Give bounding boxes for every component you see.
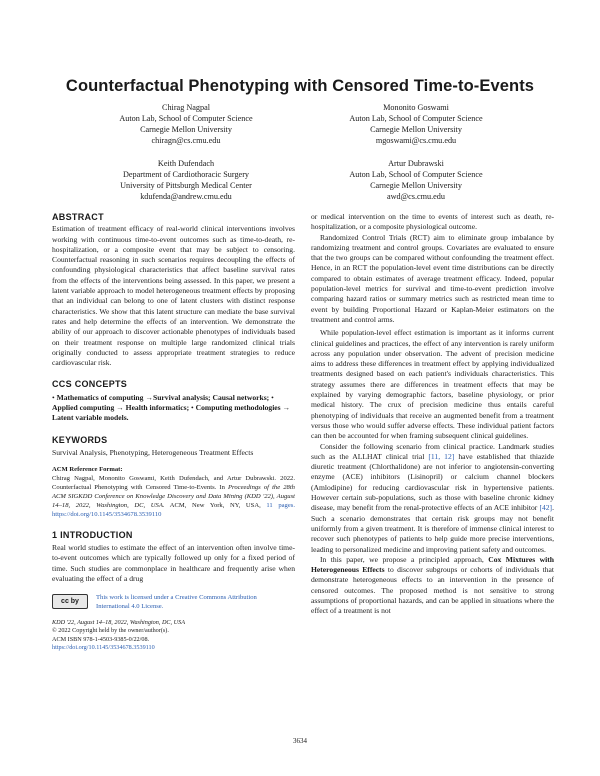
paragraph-text: to discover subgroups or cohorts of individuals that demonstrate heterogeneous effects to an intervention in the presence of censored outcomes. The proposed method is not sensitive to strong assumptions of proportional hazards, and can be applied in situations where the effect of a treatment is not	[311, 565, 554, 616]
author-affiliation: Carnegie Mellon University	[370, 181, 462, 190]
author-email: awd@cs.cmu.edu	[386, 192, 445, 201]
abstract-heading: ABSTRACT	[52, 212, 104, 222]
author-affiliation: Auton Lab, School of Computer Science	[349, 170, 483, 179]
reference-pages-link[interactable]: 11 pages.	[266, 501, 295, 509]
license-text[interactable]	[96, 594, 257, 611]
footer-isbn: ACM ISBN 978-1-4503-9385-0/22/08.	[52, 635, 150, 643]
footer-conference: KDD '22, August 14–18, 2022, Washington, DC, USA	[52, 619, 185, 627]
right-column	[311, 212, 554, 617]
author-affiliation: Auton Lab, School of Computer Science	[349, 114, 483, 123]
author-email: kdufenda@andrew.cmu.edu	[140, 192, 232, 201]
ccs-arrow: →	[145, 392, 153, 402]
keywords-text: Survival Analysis, Phenotyping, Heterogeneous Treatment Effects	[52, 447, 254, 457]
paragraph	[311, 555, 554, 617]
author-name: Artur Dubrawski	[388, 159, 444, 168]
author-name: Keith Dufendach	[157, 159, 215, 168]
ccs-term: Computing methodologies	[195, 403, 281, 413]
author-block-3	[66, 158, 306, 202]
ccs-arrow: →	[282, 403, 291, 413]
paper-title: Counterfactual Phenotyping with Censored Time-to-Events	[65, 77, 535, 95]
paragraph-text: . Such a scenario demonstrates that certain risk groups may not benefit uniformly from a given treatment. It is therefore of immense clinical interest to recover such phenotypes of patients to help guide more precise interventions, leading to personalized medicine and improving patient safety and outcomes.	[311, 503, 554, 554]
author-block-4	[296, 158, 536, 202]
ccs-arrow: →	[116, 403, 124, 413]
author-block-2	[296, 102, 536, 146]
paragraph: or medical intervention on the time to events of interest such as death, re-hospitalization, or a composite physiological outcome.	[311, 212, 554, 232]
left-column	[52, 212, 295, 652]
author-affiliation: Department of Cardiothoracic Surgery	[122, 170, 250, 179]
reference-heading: ACM Reference Format:	[52, 466, 123, 474]
ccs-subterm: Latent variable models.	[52, 413, 129, 423]
ccs-heading: CCS CONCEPTS	[52, 379, 128, 390]
author-affiliation: Carnegie Mellon University	[370, 125, 462, 134]
author-name: Chirag Nagpal	[162, 103, 210, 112]
reference-authors: Chirag Nagpal, Mononito Goswami, Keith Dufendach, and Artur Dubrawski. 2022. Counterfactual Phenotyping with Censored Time-to-Events. In	[52, 475, 295, 492]
ccs-subterm: Survival analysis; Causal networks;	[152, 392, 270, 402]
license-line: International 4.0 License.	[96, 602, 164, 610]
method-name: Cox Mixtures with Heterogeneous Effects	[311, 554, 554, 575]
reference-text	[52, 475, 295, 520]
paragraph	[311, 442, 554, 555]
abstract-text: Estimation of treatment efficacy of real-world clinical interventions involves working with continuous time-to-event outcomes such as time-to-death, re-hospitalization, or a composite event that may be subject to censoring. Counterfactual reasoning in such scenarios requires decoupling the effects of confounding physiological characteristics that affect baseline survival rates from the effects of the interventions being assessed. In this paper, we present a latent variable approach to model heterogeneous treatment effects by proposing that an individual can belong to one of latent clusters with distinct response characteristics. We show that this latent structure can mediate the base survival rates and help determine the effects of an intervention. We demonstrate the ability of our approach to discover actionable phenotypes of individuals based on their treatment response on multiple large randomized clinical trials originally conducted to assess appropriate treatment strategies to reduce cardiovascular risk.	[52, 224, 295, 368]
keywords-heading: KEYWORDS	[52, 434, 108, 445]
page-number: 3634	[293, 737, 307, 745]
footer-copyright: © 2022 Copyright held by the owner/author(s).	[52, 627, 169, 635]
author-name: Mononito Goswami	[383, 103, 449, 112]
cc-license-badge[interactable]: cc by	[52, 594, 88, 609]
paragraph-text: Consider the following scenario from clinical practice. Landmark studies such as the ALLHAT clinical trial	[311, 441, 554, 461]
footer-block	[52, 619, 295, 652]
author-affiliation: Auton Lab, School of Computer Science	[119, 114, 253, 123]
author-block-1	[66, 102, 306, 146]
citation-link[interactable]: [42]	[539, 503, 553, 513]
author-affiliation: Carnegie Mellon University	[140, 125, 232, 134]
license-block	[52, 594, 295, 611]
reference-doi-link[interactable]: https://doi.org/10.1145/3534678.3539110	[52, 510, 162, 518]
reference-tail: ACM, New York, NY, USA,	[164, 501, 267, 509]
paragraph: While population-level effect estimation is important as it informs current clinical guidelines and practices, the effect of any intervention is rarely uniform across any population under observation. The advent of precision medicine aims to address these differences in treatment effect by applying individualized treatments designed based on each patient's individuals characteristics. This strategy assumes there are differences in treatment effects that may be explained by varying demographic factors, baseline physiology, or prior medical history. The crux of precision medicine thus entails careful phenotyping of individuals that receive an augmented benefit from a treatment versus those who would suffer adverse effects. These individual patient factors can then be accounted for when framing subsequent clinical guidelines.	[311, 328, 554, 441]
reference-venue: Proceedings of the 28th ACM SIGKDD Conference on Knowledge Discovery and Data Mining (KDD '22), August 14–18, 2022, Washington, DC, USA.	[52, 484, 295, 509]
footer-doi-link[interactable]: https://doi.org/10.1145/3534678.3539110	[52, 644, 155, 652]
intro-heading: 1 INTRODUCTION	[52, 529, 133, 540]
ccs-concepts: • Mathematics of computing →Survival analysis; Causal networks; • Applied computing → Health informatics; • Computing methodologies → Latent variable models.	[52, 392, 291, 423]
ccs-term: Applied computing	[52, 403, 115, 413]
intro-text: Real world studies to estimate the effect of an intervention often involve time-to-event outcomes which are typically followed up only for a fixed period of time. Such studies are commonplace in healthcare and frequently arise when evaluating the effect of a drug	[52, 542, 295, 583]
author-email: chiragn@cs.cmu.edu	[151, 136, 221, 145]
ccs-term: Mathematics of computing	[56, 392, 144, 402]
paragraph-text: have established that thiazide diuretic treatment (Chlorthalidone) are not inferior to angiotensin-converting enzyme (ACE) inhibitors (Lisinopril) or calcium channel blockers (Amlodipine) for reducing cardiovascular risk in hypertensive patients. However certain sub-populations, such as those with baseline chronic kidney disease, may benefit from the renal-protective effects of an ACE inhibitor	[311, 451, 554, 513]
ccs-subterm: Health informatics;	[125, 403, 190, 413]
paragraph: Randomized Control Trials (RCT) aim to eliminate group imbalance by randomizing treatment and control groups. Covariates are evaluated to ensure that the two groups can be compared without confounding the treatment effect. Hence, in an RCT the population-level event time distributions can be directly compared to obtain estimates of average treatment efficacy. Indeed, popular population-level metrics for survival and time-to-event prediction involve comparing hazard ratios or summary metrics such as restricted mean time to event by building Proportional Hazard or Kaplan-Meier estimators on the treatment and control arms.	[311, 232, 554, 324]
author-affiliation: University of Pittsburgh Medical Center	[120, 181, 252, 190]
author-email: mgoswami@cs.cmu.edu	[375, 136, 457, 145]
citation-link[interactable]: [11, 12]	[428, 451, 455, 461]
license-line: This work is licensed under a Creative Commons Attribution	[96, 594, 257, 602]
paragraph-text: In this paper, we propose a principled approach,	[320, 554, 489, 564]
